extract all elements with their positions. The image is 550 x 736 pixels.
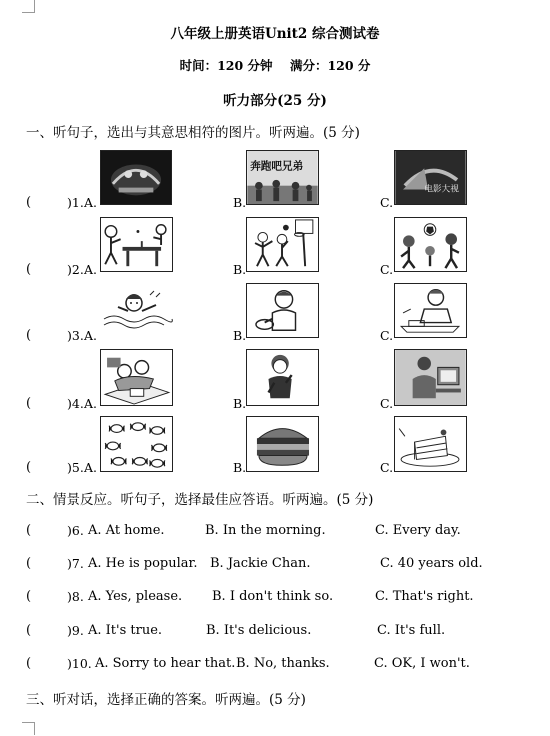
option-c: C. It's full.: [377, 623, 446, 638]
option-c: C. Every day.: [375, 523, 461, 538]
sleeping-kids-image: [100, 349, 173, 406]
option-b: B. No, thanks.: [236, 656, 330, 671]
option-a-label: A.: [84, 460, 98, 475]
brothers-show-text: 奔跑吧兄弟: [250, 160, 304, 173]
exam-meta: 时间：120 分钟 满分：120 分: [179, 58, 371, 73]
question-number: )6.: [67, 523, 84, 538]
brothers-show-image: [246, 150, 319, 205]
option-b: B. I don't think so.: [212, 589, 334, 604]
option-c: C. 40 years old.: [380, 556, 483, 571]
question-number: )5.: [67, 460, 84, 475]
basketball-image: [246, 217, 319, 272]
option-a: A. It's true.: [88, 623, 163, 638]
answer-paren: (: [26, 656, 32, 671]
option-a-label: A.: [84, 396, 98, 411]
answer-paren: (: [26, 589, 32, 604]
question-number: )4.: [67, 396, 84, 411]
answer-paren: (: [26, 523, 32, 538]
option-b-label: B.: [233, 262, 247, 277]
section-3-heading: 三、听对话，选择正确的答案。听两遍。(5 分): [26, 692, 306, 708]
computer-image: [394, 349, 467, 406]
ping-pong-image: [100, 217, 173, 272]
candies-image: [100, 416, 173, 472]
option-b-label: B.: [233, 195, 247, 210]
option-c: C. OK, I won't.: [374, 656, 470, 671]
option-a: A. He is popular.: [88, 556, 198, 571]
question-number: )2.: [67, 262, 84, 277]
cleaning-image: [246, 283, 319, 338]
option-c-label: C.: [380, 396, 394, 411]
option-a-label: A.: [84, 262, 98, 277]
answer-paren: (: [26, 623, 32, 638]
corner-mark-top-left: [22, 0, 35, 13]
hamburger-image: [246, 416, 319, 472]
question-number: )7.: [67, 556, 84, 571]
option-b-label: B.: [233, 396, 247, 411]
tv-show-logo-image: [100, 150, 172, 205]
reading-image: [394, 283, 467, 338]
option-a-label: A.: [84, 328, 98, 343]
corner-mark-bottom-left: [22, 722, 35, 735]
option-c-label: C.: [380, 460, 394, 475]
thinking-boy-image: [246, 349, 319, 406]
option-c-label: C.: [380, 195, 394, 210]
answer-paren: (: [26, 556, 32, 571]
question-number: )8.: [67, 589, 84, 604]
option-b: B. It's delicious.: [206, 623, 312, 638]
cake-image: [394, 416, 467, 472]
answer-paren: (: [26, 396, 32, 411]
option-b-label: B.: [233, 460, 247, 475]
option-b: B. Jackie Chan.: [210, 556, 311, 571]
question-number: )10.: [67, 656, 92, 671]
part-title: 听力部分(25 分): [223, 93, 327, 109]
soccer-image: [394, 217, 467, 272]
swimming-image: [100, 283, 173, 338]
question-number: )9.: [67, 623, 84, 638]
film-logo-image: [394, 150, 467, 205]
option-a: A. Yes, please.: [88, 589, 183, 604]
option-a: A. At home.: [88, 523, 165, 538]
section-2-heading: 二、情景反应。听句子，选择最佳应答语。听两遍。(5 分): [26, 492, 374, 508]
answer-paren: (: [26, 195, 32, 210]
option-b-label: B.: [233, 328, 247, 343]
option-a: A. Sorry to hear that.: [95, 656, 236, 671]
answer-paren: (: [26, 460, 32, 475]
film-logo-text: 电影大视: [424, 184, 459, 195]
answer-paren: (: [26, 328, 32, 343]
page-title: 八年级上册英语Unit2 综合测试卷: [170, 26, 380, 42]
option-a-label: A.: [84, 195, 98, 210]
option-b: B. In the morning.: [205, 523, 326, 538]
question-number: )1.: [67, 195, 84, 210]
option-c: C. That's right.: [375, 589, 474, 604]
answer-paren: (: [26, 262, 32, 277]
section-1-heading: 一、听句子，选出与其意思相符的图片。听两遍。(5 分): [26, 125, 360, 141]
option-c-label: C.: [380, 328, 394, 343]
question-number: )3.: [67, 328, 84, 343]
option-c-label: C.: [380, 262, 394, 277]
